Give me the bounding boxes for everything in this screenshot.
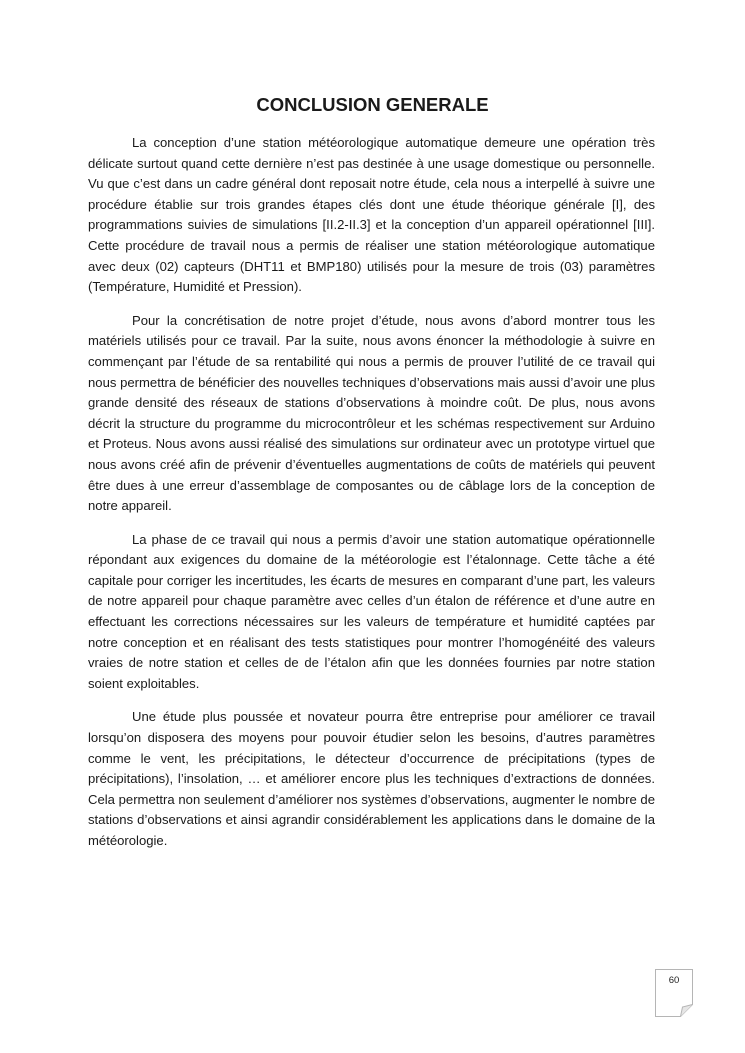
page-number-box — [655, 969, 693, 1017]
body-text — [88, 133, 655, 865]
paragraph-3: La phase de ce travail qui nous a permis d’avoir une station automatique opérationnelle répondant aux exigences du domaine de la météorologie est l’étalonnage. Cette tâche a été capitale pour corriger les incertitudes, les écarts de mesures en comparant d’une part, les valeurs de notre appareil pour chaque paramètre avec celles d’un étalon de référence et d’une autre en effectuant les corrections nécessaires sur les valeurs de température et humidité captées par notre conception et en réalisant des tests statistiques pour montrer l’homogénéité des valeurs vraies de notre station et celles de de l’étalon afin que les données fournies par notre station soient exploitables. — [88, 531, 655, 691]
paragraph-1: La conception d’une station météorologique automatique demeure une opération très délicate surtout quand cette dernière n’est pas destinée à une usage domestique ou personnelle. Vu que c’est dans un cadre général dont reposait notre étude, cela nous a interpellé à suivre une procédure établie sur trois grandes étapes clés dont une étude théorique générale [I], des programmations suivies de simulations [II.2-II.3] et la conception d’un appareil opérationnel [III]. Cette procédure de travail nous a permis de réaliser une station météorologique automatique avec deux (02) capteurs (DHT11 et BMP180) utilisés pour la mesure de trois (03) paramètres (Température, Humidité et Pression). — [88, 135, 655, 295]
page-title: CONCLUSION GENERALE — [256, 94, 489, 115]
paragraph-2: Pour la concrétisation de notre projet d’étude, nous avons d’abord montrer tous les matériels utilisés pour ce travail. Par la suite, nous avons énoncer la méthodologie à suivre en commençant par l’étude de sa rentabilité qui nous a permis de prouver l’utilité de ce travail qui nous permettra de bénéficier des nouvelles techniques d’observations mais aussi d’avoir une plus grande densité des réseaux de stations d’observations à moindre coût. De plus, nous avons décrit la structure du programme du microcontrôleur et les schémas respectivement sur Arduino et Proteus. Nous avons aussi réalisé des simulations sur ordinateur avec un prototype virtuel que nous avons créé afin de prévenir d’éventuelles augmentations de coûts de matériels qui peuvent être dues à une erreur d’assemblage de composantes ou de câblage lors de la conception de notre appareil. — [88, 312, 655, 514]
paragraph-4: Une étude plus poussée et novateur pourra être entreprise pour améliorer ce travail lorsqu’on disposera des moyens pour pouvoir étudier selon les besoins, d’autres paramètres comme le vent, les précipitations, le détecteur d’occurrence de précipitations (types de précipitations), l’insolation, … et améliorer encore plus les techniques d’extractions de données. Cela permettra non seulement d’améliorer nos systèmes d’observations, augmenter le nombre de stations d’observations et ainsi agrandir considérablement les applications dans le domaine de la météorologie. — [88, 709, 655, 848]
page-number: 60 — [668, 975, 680, 986]
